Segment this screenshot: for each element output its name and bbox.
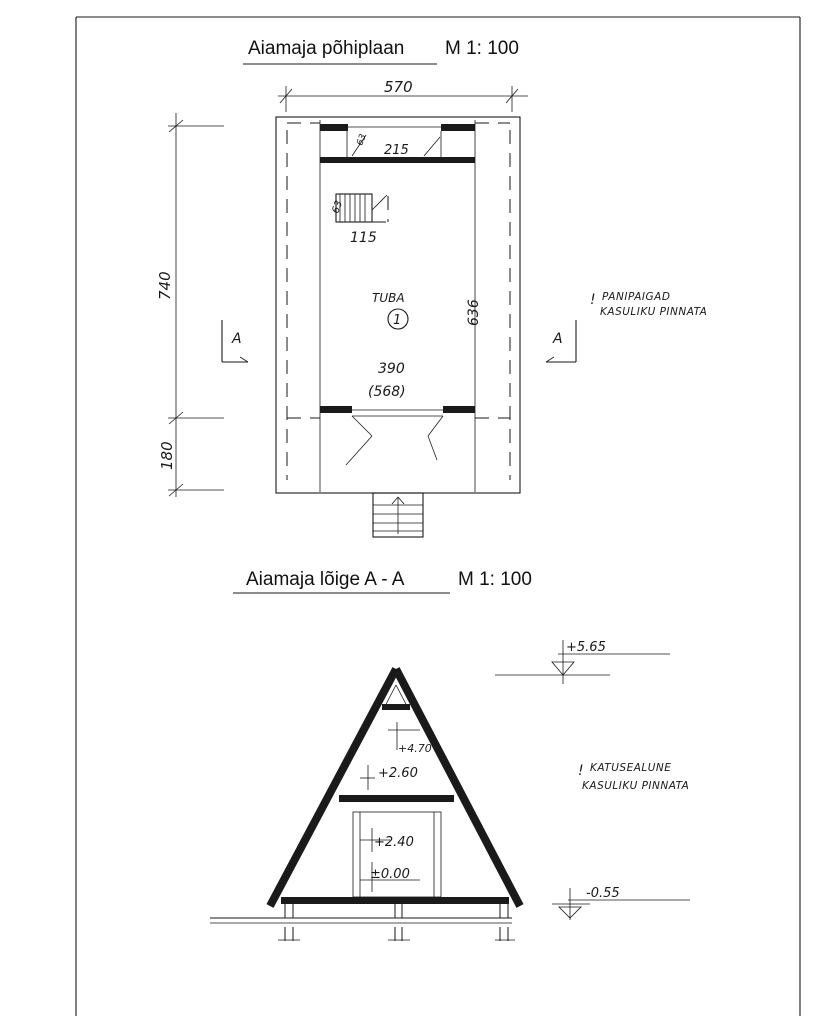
room-1 [368, 291, 482, 400]
section-marker-right-label: A [553, 331, 563, 347]
room-label: TUBA [372, 291, 405, 305]
window-opening [347, 131, 441, 158]
stair-to-loft [330, 194, 388, 246]
room-width: 390 [378, 361, 405, 377]
level-loft-label: +2.60 [378, 766, 418, 781]
attic-note-mark: ! [578, 763, 584, 779]
level-marker-ground [552, 886, 690, 920]
room-number: 1 [393, 313, 402, 328]
level-marker-loft [360, 765, 418, 790]
section-door [353, 812, 441, 897]
stair-dimension: 115 [350, 230, 377, 246]
section-scale: M 1: 100 [458, 569, 532, 590]
porch-dimension-label: 180 [158, 441, 176, 470]
level-marker-floor [360, 862, 420, 892]
stair-small-dimension: 63 [330, 199, 346, 216]
window-dimension: 215 [384, 143, 409, 158]
section-marker-left-label: A [232, 331, 242, 347]
section-marker-left [222, 320, 248, 362]
ground-and-foundations [210, 904, 515, 945]
entrance-steps [373, 493, 423, 537]
floor-plan [156, 38, 707, 537]
plan-title: Aiamaja põhiplaan [248, 38, 405, 59]
plan-scale: M 1: 100 [445, 38, 519, 59]
width-dimension [278, 78, 528, 112]
level-attic-label: +4.70 [398, 742, 432, 755]
storage-note [590, 291, 707, 318]
level-marker-top [495, 640, 670, 684]
storage-note-mark: ! [590, 292, 596, 308]
sheet-frame [76, 17, 800, 1016]
level-ground-label: -0.55 [586, 886, 620, 901]
attic-note [578, 762, 689, 792]
level-marker-door [360, 828, 414, 852]
storage-note-line2: KASULIKU PINNATA [600, 306, 708, 318]
level-floor-label: ±0.00 [370, 867, 410, 882]
room-width-alt: (568) [368, 384, 406, 400]
section-title: Aiamaja lõige A - A [246, 569, 405, 590]
attic-note-line2: KASULIKU PINNATA [582, 780, 690, 792]
level-top-label: +5.65 [566, 640, 606, 655]
attic-note-line1: KATUSEALUNE [590, 762, 672, 774]
section-marker-right [546, 320, 576, 362]
entrance-door [346, 416, 443, 465]
section-view [210, 569, 690, 945]
width-dimension-label: 570 [384, 78, 413, 96]
length-dimension [156, 113, 224, 497]
storage-note-line1: PANIPAIGAD [602, 291, 671, 303]
room-inner-height: 636 [466, 299, 482, 326]
window-small-dimension: 63 [355, 132, 369, 148]
length-dimension-label: 740 [156, 271, 174, 300]
level-door-label: +2.40 [374, 835, 414, 850]
roof-outline [276, 117, 520, 493]
